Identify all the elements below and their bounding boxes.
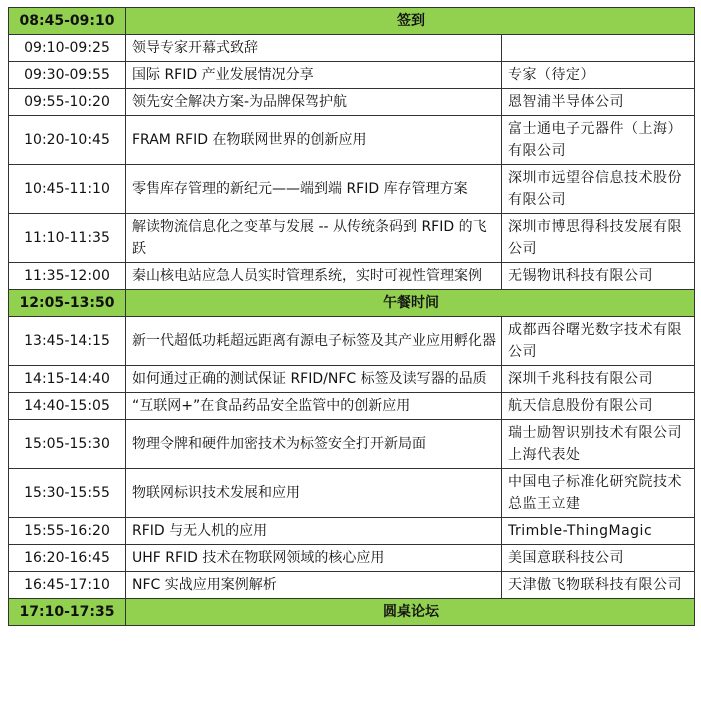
session-row (9, 545, 695, 572)
break-row (9, 8, 695, 35)
time-cell: 15:30-15:55 (9, 469, 126, 518)
session-row (9, 62, 695, 89)
time-cell: 09:30-09:55 (9, 62, 126, 89)
speaker-cell: 天津傲飞物联科技有限公司 (502, 572, 695, 599)
session-row (9, 572, 695, 599)
speaker-cell: 中国电子标准化研究院技术总监王立建 (502, 469, 695, 518)
session-row (9, 165, 695, 214)
topic-cell: 物联网标识技术发展和应用 (126, 469, 502, 518)
topic-cell: 零售库存管理的新纪元——端到端 RFID 库存管理方案 (126, 165, 502, 214)
speaker-cell: 成都西谷曙光数字技术有限公司 (502, 317, 695, 366)
session-row (9, 317, 695, 366)
speaker-cell: 瑞士励智识别技术有限公司上海代表处 (502, 420, 695, 469)
topic-cell: 如何通过正确的测试保证 RFID/NFC 标签及读写器的品质 (126, 366, 502, 393)
speaker-cell: 无锡物讯科技有限公司 (502, 263, 695, 290)
session-row (9, 89, 695, 116)
topic-cell: NFC 实战应用案例解析 (126, 572, 502, 599)
speaker-cell: 深圳市博思得科技发展有限公司 (502, 214, 695, 263)
time-cell: 10:45-11:10 (9, 165, 126, 214)
topic-cell: 领先安全解决方案-为品牌保驾护航 (126, 89, 502, 116)
time-cell: 09:55-10:20 (9, 89, 126, 116)
speaker-cell: 恩智浦半导体公司 (502, 89, 695, 116)
topic-cell: 物理令牌和硬件加密技术为标签安全打开新局面 (126, 420, 502, 469)
time-cell: 16:20-16:45 (9, 545, 126, 572)
topic-cell: UHF RFID 技术在物联网领域的核心应用 (126, 545, 502, 572)
agenda-table (8, 7, 695, 626)
session-row (9, 214, 695, 263)
time-cell: 14:15-14:40 (9, 366, 126, 393)
time-cell: 12:05-13:50 (9, 290, 126, 317)
break-label: 圆桌论坛 (126, 599, 695, 626)
topic-cell: 国际 RFID 产业发展情况分享 (126, 62, 502, 89)
time-cell: 14:40-15:05 (9, 393, 126, 420)
session-row (9, 518, 695, 545)
speaker-cell: 航天信息股份有限公司 (502, 393, 695, 420)
session-row (9, 420, 695, 469)
break-label: 签到 (126, 8, 695, 35)
topic-cell: FRAM RFID 在物联网世界的创新应用 (126, 116, 502, 165)
speaker-cell: 深圳市远望谷信息技术股份有限公司 (502, 165, 695, 214)
time-cell: 15:55-16:20 (9, 518, 126, 545)
time-cell: 10:20-10:45 (9, 116, 126, 165)
break-label: 午餐时间 (126, 290, 695, 317)
agenda-body (9, 8, 695, 626)
time-cell: 16:45-17:10 (9, 572, 126, 599)
speaker-cell: 专家（待定） (502, 62, 695, 89)
time-cell: 11:35-12:00 (9, 263, 126, 290)
speaker-cell: 富士通电子元器件（上海）有限公司 (502, 116, 695, 165)
time-cell: 08:45-09:10 (9, 8, 126, 35)
time-cell: 15:05-15:30 (9, 420, 126, 469)
time-cell: 17:10-17:35 (9, 599, 126, 626)
session-row (9, 116, 695, 165)
session-row (9, 469, 695, 518)
topic-cell: 新一代超低功耗超远距离有源电子标签及其产业应用孵化器 (126, 317, 502, 366)
topic-cell: “互联网+”在食品药品安全监管中的创新应用 (126, 393, 502, 420)
topic-cell: 领导专家开幕式致辞 (126, 35, 502, 62)
speaker-cell: 深圳千兆科技有限公司 (502, 366, 695, 393)
time-cell: 13:45-14:15 (9, 317, 126, 366)
time-cell: 11:10-11:35 (9, 214, 126, 263)
break-row (9, 599, 695, 626)
speaker-cell (502, 35, 695, 62)
session-row (9, 366, 695, 393)
break-row (9, 290, 695, 317)
topic-cell: RFID 与无人机的应用 (126, 518, 502, 545)
session-row (9, 35, 695, 62)
speaker-cell: 美国意联科技公司 (502, 545, 695, 572)
time-cell: 09:10-09:25 (9, 35, 126, 62)
topic-cell: 秦山核电站应急人员实时管理系统，实时可视性管理案例 (126, 263, 502, 290)
session-row (9, 263, 695, 290)
session-row (9, 393, 695, 420)
speaker-cell: Trimble-ThingMagic (502, 518, 695, 545)
topic-cell: 解读物流信息化之变革与发展 -- 从传统条码到 RFID 的飞跃 (126, 214, 502, 263)
